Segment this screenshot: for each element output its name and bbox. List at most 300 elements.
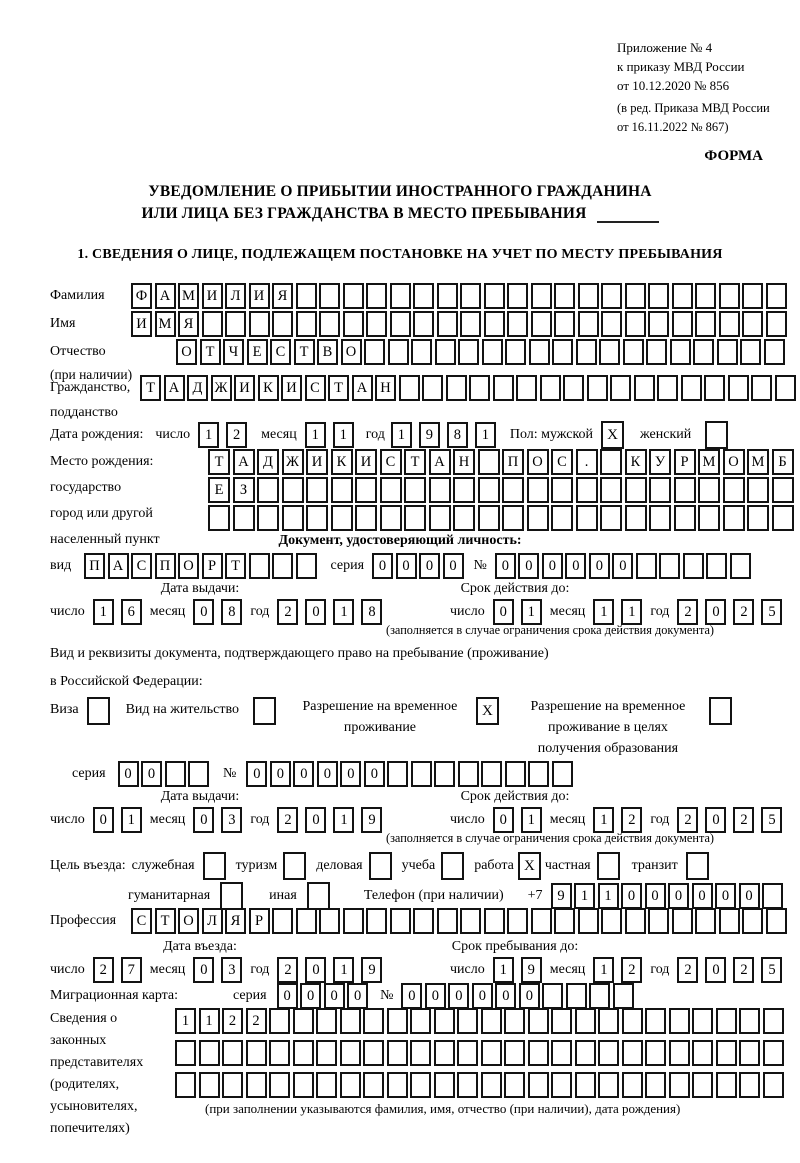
char-box[interactable]: [674, 505, 696, 531]
char-box[interactable]: Т: [328, 375, 349, 401]
char-box[interactable]: С: [551, 449, 573, 475]
char-box[interactable]: 0: [715, 883, 736, 909]
char-box[interactable]: [528, 1008, 549, 1034]
char-box[interactable]: [429, 477, 451, 503]
char-box[interactable]: [634, 375, 655, 401]
char-box[interactable]: 2: [733, 957, 754, 983]
char-box[interactable]: И: [281, 375, 302, 401]
char-box[interactable]: [598, 1040, 619, 1066]
char-box[interactable]: М: [178, 283, 199, 309]
char-box[interactable]: А: [164, 375, 185, 401]
char-box[interactable]: [622, 1040, 643, 1066]
char-box[interactable]: [387, 761, 408, 787]
char-box[interactable]: [766, 311, 787, 337]
char-box[interactable]: 0: [372, 553, 393, 579]
char-box[interactable]: [551, 477, 573, 503]
char-box[interactable]: 1: [199, 1008, 220, 1034]
char-box[interactable]: [434, 761, 455, 787]
char-box[interactable]: [481, 1072, 502, 1098]
char-box[interactable]: [364, 339, 385, 365]
char-box[interactable]: [566, 983, 587, 1009]
char-box[interactable]: И: [234, 375, 255, 401]
char-box[interactable]: [505, 339, 526, 365]
char-box[interactable]: 0: [493, 599, 514, 625]
char-box[interactable]: А: [233, 449, 255, 475]
temp-residence-checkbox[interactable]: X: [476, 697, 499, 725]
char-box[interactable]: Я: [272, 283, 293, 309]
char-box[interactable]: [766, 908, 787, 934]
char-box[interactable]: С: [380, 449, 402, 475]
char-box[interactable]: 8: [221, 599, 242, 625]
char-box[interactable]: [387, 1040, 408, 1066]
char-box[interactable]: [390, 908, 411, 934]
char-box[interactable]: [165, 761, 186, 787]
char-box[interactable]: [413, 908, 434, 934]
char-box[interactable]: С: [131, 908, 152, 934]
char-box[interactable]: 0: [493, 807, 514, 833]
char-box[interactable]: [554, 311, 575, 337]
char-box[interactable]: [319, 311, 340, 337]
char-box[interactable]: [355, 477, 377, 503]
char-box[interactable]: [269, 1072, 290, 1098]
char-box[interactable]: 1: [93, 599, 114, 625]
char-box[interactable]: [719, 908, 740, 934]
char-box[interactable]: Ж: [282, 449, 304, 475]
char-box[interactable]: [601, 908, 622, 934]
char-box[interactable]: [457, 1072, 478, 1098]
char-box[interactable]: 0: [270, 761, 291, 787]
char-box[interactable]: [716, 1008, 737, 1034]
char-box[interactable]: [437, 908, 458, 934]
char-box[interactable]: [657, 375, 678, 401]
char-box[interactable]: [648, 311, 669, 337]
char-box[interactable]: [542, 983, 563, 1009]
char-box[interactable]: [529, 339, 550, 365]
char-box[interactable]: 5: [761, 807, 782, 833]
char-box[interactable]: У: [649, 449, 671, 475]
male-checkbox[interactable]: X: [601, 421, 624, 449]
char-box[interactable]: 0: [317, 761, 338, 787]
char-box[interactable]: К: [625, 449, 647, 475]
char-box[interactable]: 0: [565, 553, 586, 579]
char-box[interactable]: [429, 505, 451, 531]
char-box[interactable]: [484, 311, 505, 337]
char-box[interactable]: [293, 1008, 314, 1034]
char-box[interactable]: 1: [121, 807, 142, 833]
char-box[interactable]: 1: [333, 957, 354, 983]
char-box[interactable]: [587, 375, 608, 401]
char-box[interactable]: 9: [361, 957, 382, 983]
char-box[interactable]: [531, 311, 552, 337]
female-checkbox[interactable]: [705, 421, 728, 449]
char-box[interactable]: [695, 283, 716, 309]
char-box[interactable]: [507, 311, 528, 337]
char-box[interactable]: 0: [645, 883, 666, 909]
char-box[interactable]: Н: [375, 375, 396, 401]
char-box[interactable]: Т: [294, 339, 315, 365]
char-box[interactable]: [175, 1072, 196, 1098]
char-box[interactable]: 8: [361, 599, 382, 625]
char-box[interactable]: 0: [542, 553, 563, 579]
char-box[interactable]: 7: [121, 957, 142, 983]
char-box[interactable]: 0: [612, 553, 633, 579]
char-box[interactable]: 1: [521, 599, 542, 625]
char-box[interactable]: [645, 1072, 666, 1098]
purpose-other-checkbox[interactable]: [307, 882, 330, 910]
char-box[interactable]: [601, 311, 622, 337]
purpose-private-checkbox[interactable]: [597, 852, 620, 880]
purpose-business-checkbox[interactable]: [369, 852, 392, 880]
char-box[interactable]: Ж: [211, 375, 232, 401]
char-box[interactable]: 0: [347, 983, 368, 1009]
char-box[interactable]: 5: [761, 957, 782, 983]
char-box[interactable]: [340, 1008, 361, 1034]
char-box[interactable]: [683, 553, 704, 579]
char-box[interactable]: [610, 375, 631, 401]
char-box[interactable]: [625, 908, 646, 934]
char-box[interactable]: [246, 1072, 267, 1098]
char-box[interactable]: И: [131, 311, 152, 337]
char-box[interactable]: [730, 553, 751, 579]
char-box[interactable]: [589, 983, 610, 1009]
char-box[interactable]: 1: [593, 599, 614, 625]
char-box[interactable]: А: [352, 375, 373, 401]
char-box[interactable]: [723, 505, 745, 531]
char-box[interactable]: [366, 311, 387, 337]
char-box[interactable]: [672, 283, 693, 309]
char-box[interactable]: [739, 1040, 760, 1066]
char-box[interactable]: Ф: [131, 283, 152, 309]
char-box[interactable]: [692, 1040, 713, 1066]
char-box[interactable]: [623, 339, 644, 365]
char-box[interactable]: З: [233, 477, 255, 503]
char-box[interactable]: 0: [364, 761, 385, 787]
char-box[interactable]: [296, 908, 317, 934]
char-box[interactable]: [380, 505, 402, 531]
char-box[interactable]: 0: [193, 599, 214, 625]
char-box[interactable]: [269, 1008, 290, 1034]
char-box[interactable]: [716, 1040, 737, 1066]
char-box[interactable]: [363, 1008, 384, 1034]
char-box[interactable]: Д: [187, 375, 208, 401]
char-box[interactable]: [410, 1008, 431, 1034]
char-box[interactable]: О: [527, 449, 549, 475]
char-box[interactable]: [413, 311, 434, 337]
char-box[interactable]: [410, 1072, 431, 1098]
char-box[interactable]: Р: [249, 908, 270, 934]
char-box[interactable]: [453, 477, 475, 503]
char-box[interactable]: [340, 1072, 361, 1098]
char-box[interactable]: [764, 339, 785, 365]
char-box[interactable]: [698, 505, 720, 531]
char-box[interactable]: 1: [621, 599, 642, 625]
char-box[interactable]: [600, 477, 622, 503]
char-box[interactable]: [387, 1008, 408, 1034]
char-box[interactable]: Т: [208, 449, 230, 475]
char-box[interactable]: [222, 1040, 243, 1066]
char-box[interactable]: О: [341, 339, 362, 365]
char-box[interactable]: [575, 1072, 596, 1098]
char-box[interactable]: 1: [333, 807, 354, 833]
char-box[interactable]: [669, 1072, 690, 1098]
char-box[interactable]: [458, 339, 479, 365]
char-box[interactable]: Р: [674, 449, 696, 475]
char-box[interactable]: И: [249, 283, 270, 309]
char-box[interactable]: 0: [519, 983, 540, 1009]
char-box[interactable]: [481, 761, 502, 787]
char-box[interactable]: [578, 283, 599, 309]
char-box[interactable]: [747, 505, 769, 531]
char-box[interactable]: 2: [677, 599, 698, 625]
char-box[interactable]: [516, 375, 537, 401]
char-box[interactable]: [670, 339, 691, 365]
purpose-study-checkbox[interactable]: [441, 852, 464, 880]
char-box[interactable]: [674, 477, 696, 503]
char-box[interactable]: [600, 505, 622, 531]
char-box[interactable]: [411, 761, 432, 787]
char-box[interactable]: [554, 283, 575, 309]
char-box[interactable]: [695, 908, 716, 934]
char-box[interactable]: [413, 283, 434, 309]
char-box[interactable]: [717, 339, 738, 365]
char-box[interactable]: [622, 1072, 643, 1098]
char-box[interactable]: А: [155, 283, 176, 309]
char-box[interactable]: [775, 375, 796, 401]
char-box[interactable]: 2: [277, 599, 298, 625]
char-box[interactable]: [343, 908, 364, 934]
char-box[interactable]: 0: [705, 599, 726, 625]
char-box[interactable]: 0: [340, 761, 361, 787]
char-box[interactable]: 2: [277, 807, 298, 833]
char-box[interactable]: [316, 1040, 337, 1066]
char-box[interactable]: [695, 311, 716, 337]
char-box[interactable]: 9: [521, 957, 542, 983]
char-box[interactable]: [719, 311, 740, 337]
char-box[interactable]: 0: [396, 553, 417, 579]
char-box[interactable]: [645, 1008, 666, 1034]
char-box[interactable]: [692, 1072, 713, 1098]
char-box[interactable]: 2: [677, 957, 698, 983]
char-box[interactable]: [340, 1040, 361, 1066]
char-box[interactable]: [296, 283, 317, 309]
char-box[interactable]: 0: [589, 553, 610, 579]
char-box[interactable]: [672, 311, 693, 337]
char-box[interactable]: [446, 375, 467, 401]
char-box[interactable]: 2: [733, 599, 754, 625]
char-box[interactable]: [575, 1040, 596, 1066]
char-box[interactable]: Д: [257, 449, 279, 475]
char-box[interactable]: [222, 1072, 243, 1098]
char-box[interactable]: [763, 1072, 784, 1098]
char-box[interactable]: [363, 1040, 384, 1066]
char-box[interactable]: [528, 1040, 549, 1066]
char-box[interactable]: 0: [305, 599, 326, 625]
char-box[interactable]: 0: [668, 883, 689, 909]
visa-checkbox[interactable]: [87, 697, 110, 725]
char-box[interactable]: 0: [705, 807, 726, 833]
char-box[interactable]: [739, 1072, 760, 1098]
char-box[interactable]: [527, 477, 549, 503]
char-box[interactable]: Л: [225, 283, 246, 309]
char-box[interactable]: 0: [705, 957, 726, 983]
char-box[interactable]: [484, 283, 505, 309]
char-box[interactable]: [706, 553, 727, 579]
char-box[interactable]: 3: [221, 807, 242, 833]
char-box[interactable]: [319, 908, 340, 934]
char-box[interactable]: 9: [361, 807, 382, 833]
char-box[interactable]: 0: [93, 807, 114, 833]
char-box[interactable]: [410, 1040, 431, 1066]
char-box[interactable]: [551, 505, 573, 531]
char-box[interactable]: 1: [391, 422, 412, 448]
char-box[interactable]: 0: [692, 883, 713, 909]
char-box[interactable]: [531, 283, 552, 309]
char-box[interactable]: [233, 505, 255, 531]
char-box[interactable]: [199, 1040, 220, 1066]
char-box[interactable]: 0: [193, 957, 214, 983]
char-box[interactable]: [257, 505, 279, 531]
char-box[interactable]: [772, 505, 794, 531]
char-box[interactable]: [600, 449, 622, 475]
char-box[interactable]: [246, 1040, 267, 1066]
char-box[interactable]: [390, 283, 411, 309]
purpose-work-checkbox[interactable]: X: [518, 852, 541, 880]
char-box[interactable]: А: [108, 553, 129, 579]
char-box[interactable]: С: [270, 339, 291, 365]
char-box[interactable]: [422, 375, 443, 401]
char-box[interactable]: [269, 1040, 290, 1066]
char-box[interactable]: [528, 761, 549, 787]
char-box[interactable]: [272, 908, 293, 934]
char-box[interactable]: [599, 339, 620, 365]
char-box[interactable]: И: [306, 449, 328, 475]
char-box[interactable]: [698, 477, 720, 503]
char-box[interactable]: [625, 311, 646, 337]
char-box[interactable]: [578, 908, 599, 934]
char-box[interactable]: [457, 1008, 478, 1034]
char-box[interactable]: [742, 908, 763, 934]
char-box[interactable]: [404, 477, 426, 503]
char-box[interactable]: 9: [419, 422, 440, 448]
char-box[interactable]: [578, 311, 599, 337]
char-box[interactable]: [552, 761, 573, 787]
purpose-tourism-checkbox[interactable]: [283, 852, 306, 880]
char-box[interactable]: [649, 477, 671, 503]
char-box[interactable]: [460, 283, 481, 309]
char-box[interactable]: [319, 283, 340, 309]
char-box[interactable]: [528, 1072, 549, 1098]
char-box[interactable]: [331, 505, 353, 531]
char-box[interactable]: [478, 477, 500, 503]
char-box[interactable]: 2: [93, 957, 114, 983]
char-box[interactable]: 0: [193, 807, 214, 833]
char-box[interactable]: 2: [733, 807, 754, 833]
char-box[interactable]: М: [155, 311, 176, 337]
char-box[interactable]: [282, 477, 304, 503]
char-box[interactable]: 0: [495, 553, 516, 579]
char-box[interactable]: [478, 505, 500, 531]
char-box[interactable]: 0: [324, 983, 345, 1009]
char-box[interactable]: [723, 477, 745, 503]
char-box[interactable]: 2: [222, 1008, 243, 1034]
char-box[interactable]: [249, 553, 270, 579]
char-box[interactable]: [481, 1040, 502, 1066]
char-box[interactable]: [554, 908, 575, 934]
char-box[interactable]: [175, 1040, 196, 1066]
char-box[interactable]: [563, 375, 584, 401]
char-box[interactable]: И: [202, 283, 223, 309]
char-box[interactable]: [747, 477, 769, 503]
char-box[interactable]: С: [131, 553, 152, 579]
char-box[interactable]: [306, 477, 328, 503]
char-box[interactable]: [669, 1008, 690, 1034]
char-box[interactable]: 9: [551, 883, 572, 909]
char-box[interactable]: [762, 883, 783, 909]
char-box[interactable]: 0: [293, 761, 314, 787]
char-box[interactable]: [625, 283, 646, 309]
char-box[interactable]: 0: [246, 761, 267, 787]
char-box[interactable]: [199, 1072, 220, 1098]
char-box[interactable]: [659, 553, 680, 579]
char-box[interactable]: [504, 1072, 525, 1098]
char-box[interactable]: [460, 908, 481, 934]
char-box[interactable]: 0: [118, 761, 139, 787]
char-box[interactable]: [296, 553, 317, 579]
char-box[interactable]: [208, 505, 230, 531]
char-box[interactable]: [316, 1072, 337, 1098]
char-box[interactable]: 3: [221, 957, 242, 983]
char-box[interactable]: [693, 339, 714, 365]
char-box[interactable]: [434, 1040, 455, 1066]
char-box[interactable]: [296, 311, 317, 337]
char-box[interactable]: О: [178, 908, 199, 934]
char-box[interactable]: Я: [178, 311, 199, 337]
char-box[interactable]: Ч: [223, 339, 244, 365]
char-box[interactable]: [460, 311, 481, 337]
char-box[interactable]: [457, 1040, 478, 1066]
char-box[interactable]: [387, 1072, 408, 1098]
char-box[interactable]: 1: [175, 1008, 196, 1034]
char-box[interactable]: [293, 1072, 314, 1098]
char-box[interactable]: 0: [518, 553, 539, 579]
char-box[interactable]: [598, 1072, 619, 1098]
char-box[interactable]: 1: [574, 883, 595, 909]
char-box[interactable]: 1: [493, 957, 514, 983]
char-box[interactable]: [751, 375, 772, 401]
char-box[interactable]: [576, 339, 597, 365]
char-box[interactable]: [576, 477, 598, 503]
char-box[interactable]: И: [355, 449, 377, 475]
char-box[interactable]: 0: [141, 761, 162, 787]
char-box[interactable]: [598, 1008, 619, 1034]
char-box[interactable]: [742, 283, 763, 309]
char-box[interactable]: [478, 449, 500, 475]
char-box[interactable]: П: [155, 553, 176, 579]
char-box[interactable]: [575, 1008, 596, 1034]
purpose-transit-checkbox[interactable]: [686, 852, 709, 880]
char-box[interactable]: 1: [521, 807, 542, 833]
char-box[interactable]: Л: [202, 908, 223, 934]
char-box[interactable]: [343, 283, 364, 309]
char-box[interactable]: [625, 477, 647, 503]
char-box[interactable]: [648, 283, 669, 309]
char-box[interactable]: [272, 311, 293, 337]
char-box[interactable]: П: [84, 553, 105, 579]
char-box[interactable]: [742, 311, 763, 337]
char-box[interactable]: 5: [761, 599, 782, 625]
char-box[interactable]: [576, 505, 598, 531]
residence-permit-checkbox[interactable]: [253, 697, 276, 725]
